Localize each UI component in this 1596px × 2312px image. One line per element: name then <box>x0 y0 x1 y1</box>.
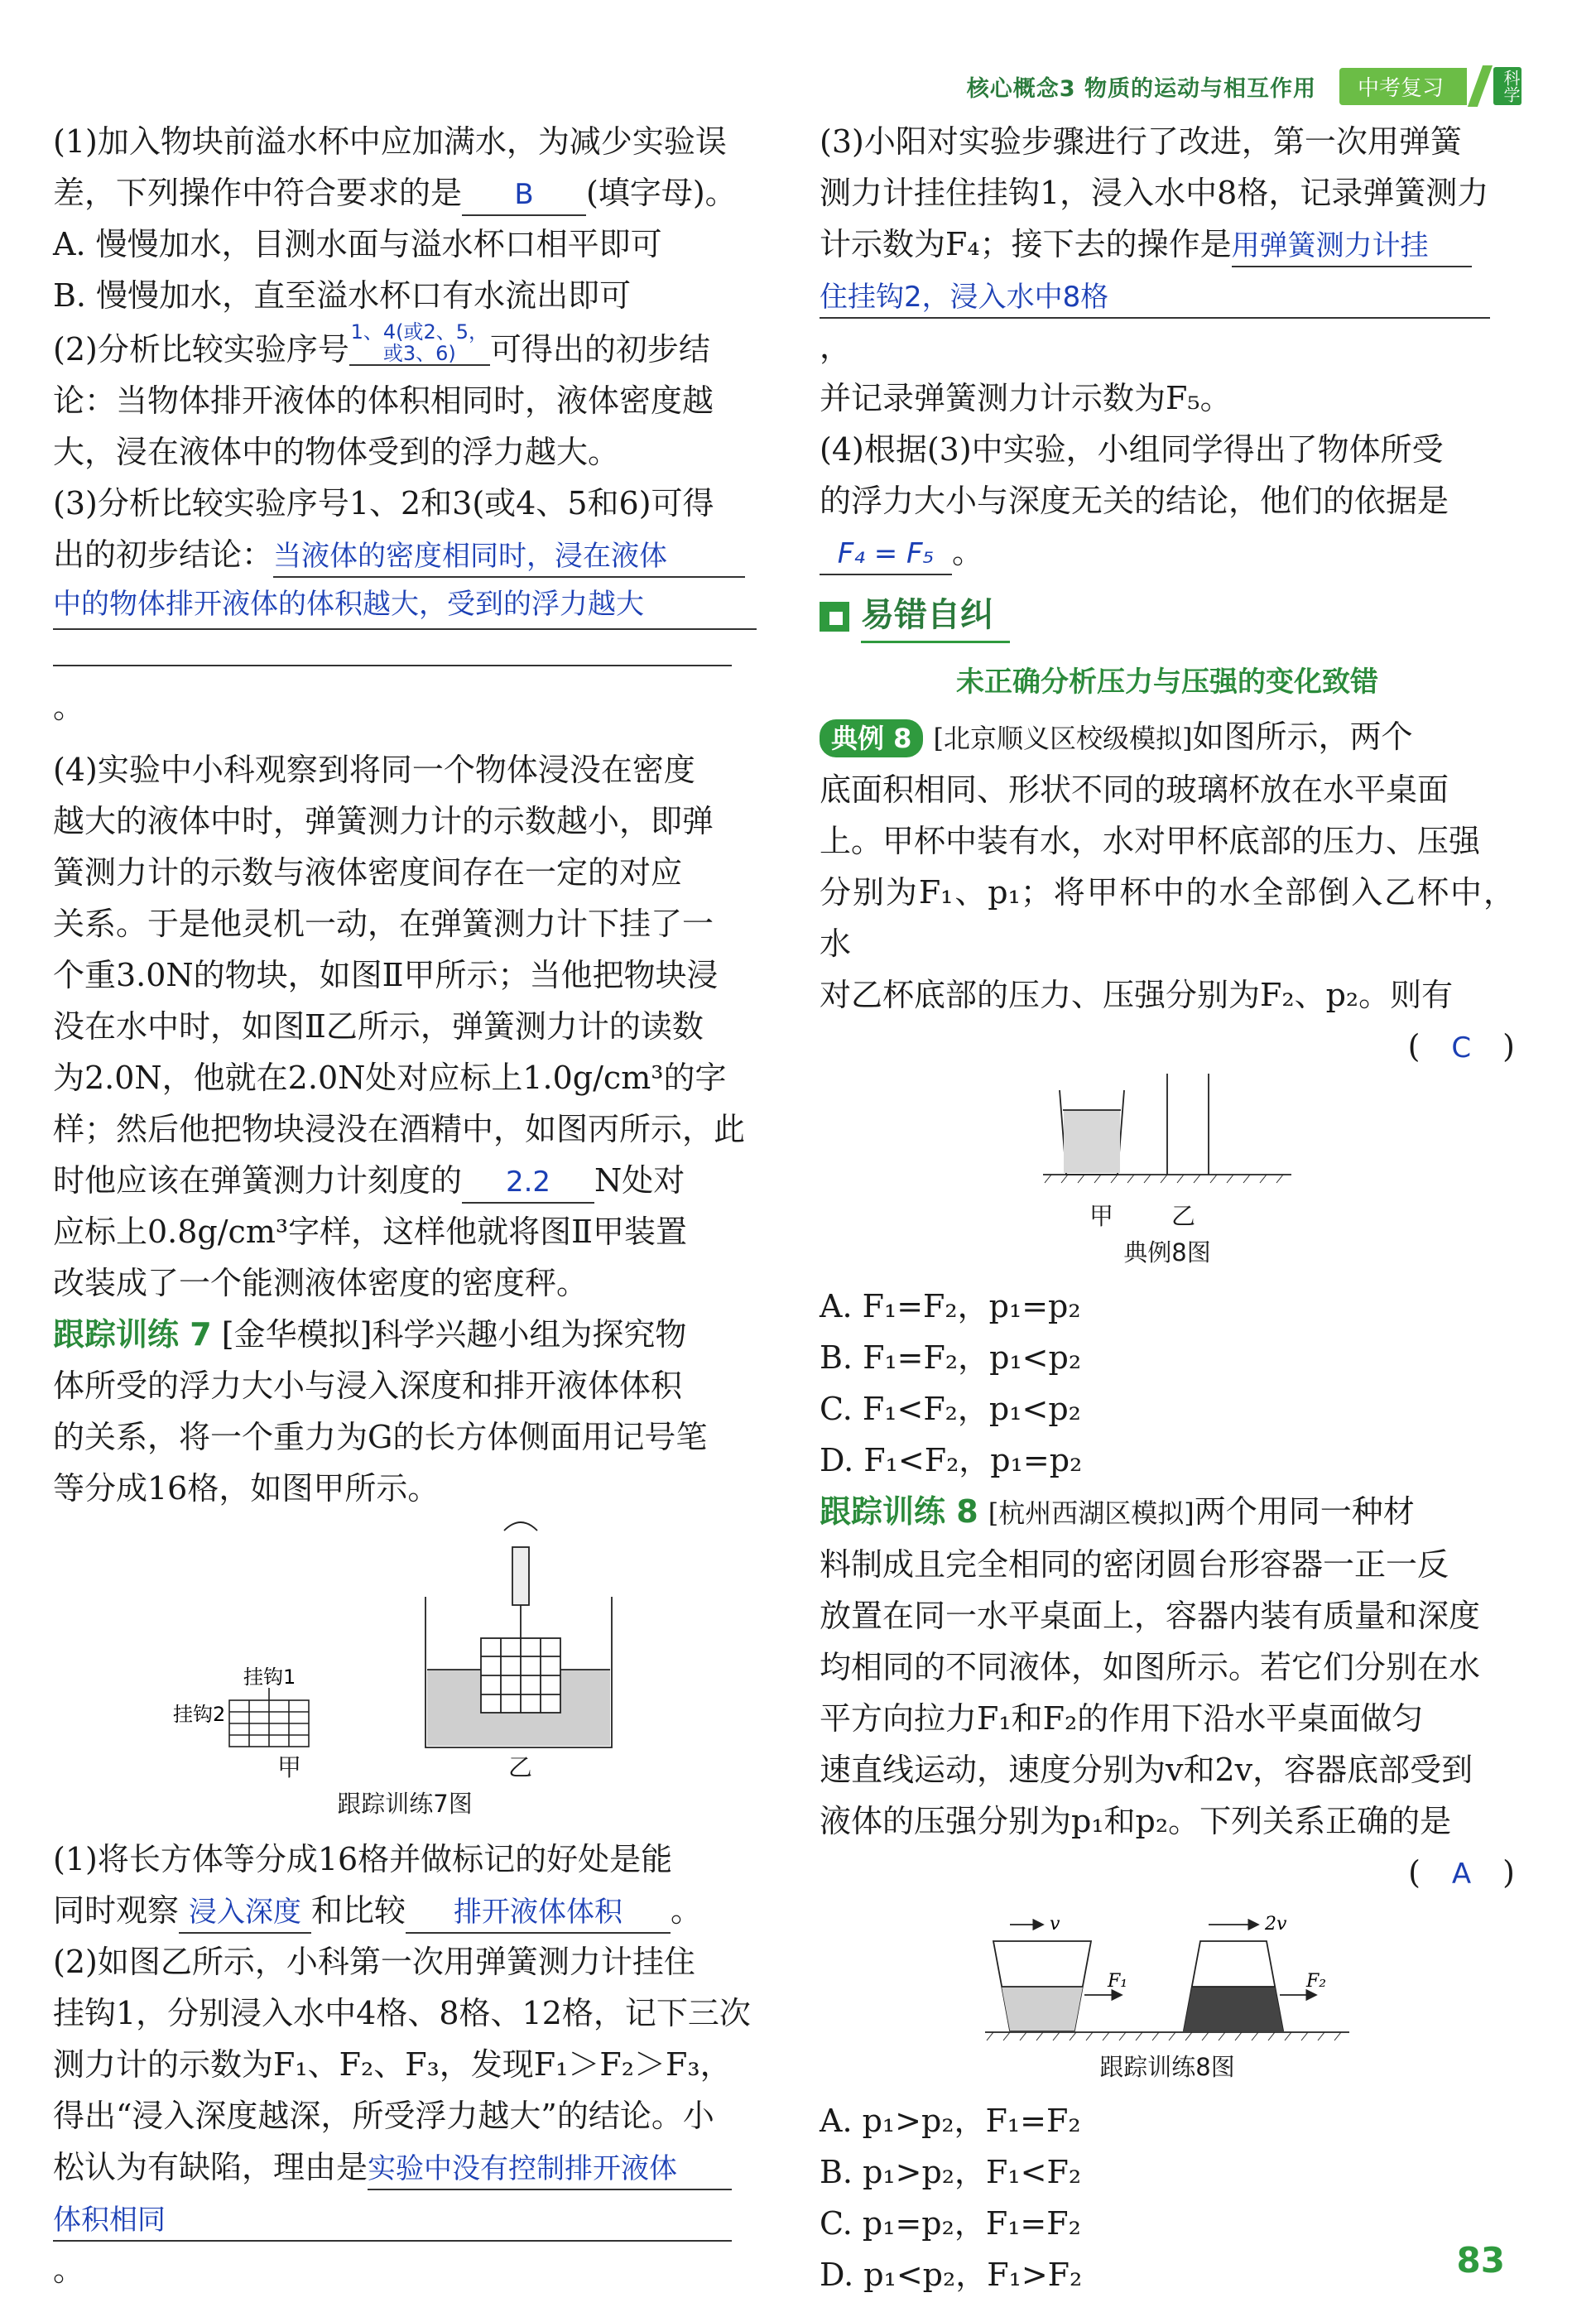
t8-line7: 液体的压强分别为p₁和p₂。下列关系正确的是 <box>820 1803 1452 1839</box>
ex8-answer: C <box>1451 1031 1472 1065</box>
q4-line6: 没在水中时，如图Ⅱ乙所示，弹簧测力计的读数 <box>53 1008 704 1045</box>
t7q2-line6: 体积相同。 <box>53 2193 757 2295</box>
t7-line1: 跟踪训练 7 [金华模拟]科学兴趣小组为探究物 <box>53 1316 687 1353</box>
t8-line3: 放置在同一水平桌面上，容器内装有质量和深度 <box>820 1598 1481 1634</box>
q4-line3: 簧测力计的示数与液体密度间存在一定的对应 <box>53 854 683 891</box>
t8-line1: 跟踪训练 8 [杭州西湖区模拟]两个用同一种材 <box>820 1493 1415 1530</box>
ex8-label: 典例 8 <box>820 719 923 757</box>
q4-line2: 越大的液体中时，弹簧测力计的示数越小，即弹 <box>53 803 714 839</box>
fig7-yi-label: 乙 <box>508 1753 533 1781</box>
ex8-line1: 典例 8 [北京顺义区校级模拟]如图所示，两个 <box>820 711 1515 764</box>
section-subtitle: 未正确分析压力与压强的变化致错 <box>956 666 1378 699</box>
t8-option-c: C. p₁=p₂，F₁=F₂ <box>820 2205 1081 2242</box>
t7q1-line1: (1)将长方体等分成16格并做标记的好处是能 <box>53 1841 673 1877</box>
t8-line5: 平方向拉力F₁和F₂的作用下沿水平桌面做匀 <box>820 1700 1424 1737</box>
q4-line4: 关系。于是他灵机一动，在弹簧测力计下挂了一 <box>53 906 714 942</box>
fig-t8-containers <box>985 1925 1349 2040</box>
figure-ex8 <box>820 1074 1515 1198</box>
t7q2-line1: (2)如图乙所示，小科第一次用弹簧测力计挂住 <box>53 1944 695 1980</box>
q1-option-b: B. 慢慢加水，直至溢水杯口有水流出即可 <box>53 277 632 314</box>
fig8-cups <box>1043 1074 1291 1183</box>
t7q4-line1: (4)根据(3)中实验，小组同学得出了物体所受 <box>820 431 1444 468</box>
q4-line9: 时他应该在弹簧测力计刻度的 2.2 N处对 <box>53 1155 757 1206</box>
fig8-caption: 典例8图 <box>1123 1238 1211 1267</box>
ex8-option-d: D. F₁<F₂，p₁=p₂ <box>820 1442 1083 1478</box>
figure-t8 <box>820 1900 1515 2049</box>
t8-line4: 均相同的不同液体，如图所示。若它们分别在水 <box>820 1649 1481 1685</box>
t7q4-line3: F₄ = F₅ 。 <box>820 526 1515 578</box>
section-title: 易错自纠 <box>861 589 1010 643</box>
q4-line8: 样；然后他把物块浸没在酒精中，如图丙所示，此 <box>53 1111 746 1147</box>
q3-end-line: 。 <box>53 630 757 733</box>
q4-line7: 为2.0N，他就在2.0N处对应标上1.0g/cm³的字 <box>53 1060 727 1096</box>
q3-answer-part1: 当液体的密度相同时，浸在液体 <box>273 536 745 578</box>
subject-badge: 科学 <box>1493 67 1521 105</box>
ex8-line3: 上。甲杯中装有水，水对甲杯底部的压力、压强 <box>820 823 1481 859</box>
q4-answer: 2.2 <box>462 1162 594 1204</box>
ex8-option-b: B. F₁=F₂，p₁<p₂ <box>820 1339 1082 1376</box>
t7q4-line2: 的浮力大小与深度无关的结论，他们的依据是 <box>820 483 1449 519</box>
t8-line2: 料制成且完全相同的密闭圆台形容器一正一反 <box>820 1546 1449 1583</box>
t7q2-line5: 松认为有缺陷，理由是实验中没有控制排开液体 <box>53 2141 757 2193</box>
t7-line3: 的关系，将一个重力为G的长方体侧面用记号笔 <box>53 1419 708 1455</box>
t7q3-answer-part1: 用弹簧测力计挂 <box>1232 226 1472 267</box>
t7q2-answer-part1: 实验中没有控制排开液体 <box>368 2149 732 2190</box>
q3-answer-part2: 中的物体排开液体的体积越大，受到的浮力越大 <box>53 580 757 630</box>
fig-t8-caption: 跟踪训练8图 <box>1099 2053 1235 2081</box>
t7q3-line2: 测力计挂住挂钩1，浸入水中8格，记录弹簧测力 <box>820 175 1489 211</box>
t8-option-d: D. p₁<p₂，F₁>F₂ <box>820 2257 1083 2293</box>
q4-line5: 个重3.0N的物块，如图Ⅱ甲所示；当他把物块浸 <box>53 957 719 993</box>
t8-answer: A <box>1451 1858 1472 1891</box>
fig7-beaker-yi <box>425 1522 612 1747</box>
fig7-block-jia <box>229 1688 309 1747</box>
fig8-yi-label: 乙 <box>1171 1202 1196 1230</box>
q2-answer: 1、4(或2、5，或3、6) <box>350 320 489 365</box>
q4-line11: 改装成了一个能测液体密度的密度秤。 <box>53 1265 589 1301</box>
t7-label: 跟踪训练 7 <box>53 1316 212 1353</box>
t8-line6: 速直线运动，速度分别为v和2v，容器底部受到 <box>820 1752 1473 1788</box>
review-tag: 中考复习 <box>1339 68 1467 105</box>
q4-line10: 应标上0.8g/cm³字样，这样他就将图Ⅱ甲装置 <box>53 1214 687 1250</box>
fig-t8-2v-label: 2v <box>1265 1914 1287 1935</box>
page-number: 83 <box>1456 2240 1505 2281</box>
section-header <box>820 589 1515 643</box>
t7q2-line3: 测力计的示数为F₁、F₂、F₃，发现F₁＞F₂＞F₃， <box>53 2046 732 2083</box>
fig-t8-f2-label: F₂ <box>1306 1971 1327 1992</box>
t7q1-answer1: 浸入深度 <box>179 1892 311 1934</box>
t7q2-line2: 挂钩1，分别浸入水中4格、8格、12格，记下三次 <box>53 1995 751 2031</box>
fig7-hook2-label: 挂钩2 <box>173 1703 226 1726</box>
q2-line2: 论：当物体排开液体的体积相同时，液体密度越 <box>53 382 714 419</box>
fig7-jia-label: 甲 <box>276 1753 301 1781</box>
t7-line4: 等分成16格，如图甲所示。 <box>53 1470 440 1507</box>
q1-answer: B <box>462 175 586 216</box>
t7q3-line3: 计示数为F₄；接下去的操作是用弹簧测力计挂 <box>820 219 1515 270</box>
t7q4-answer: F₄ = F₅ <box>820 534 952 575</box>
figure-t7 <box>53 1514 757 1754</box>
fig-t8-v-label: v <box>1050 1914 1060 1935</box>
q1-line2: 差，下列操作中符合要求的是 B (填字母)。 <box>53 167 757 219</box>
fig7-sublabels <box>53 1749 757 1786</box>
fig-t8-f1-label: F₁ <box>1108 1971 1128 1992</box>
ex8-option-a: A. F₁=F₂，p₁=p₂ <box>820 1288 1081 1324</box>
t8-label: 跟踪训练 8 <box>820 1493 978 1530</box>
t8-option-b: B. p₁>p₂，F₁<F₂ <box>820 2154 1082 2190</box>
left-column <box>53 116 757 2295</box>
section-square-icon <box>820 602 849 632</box>
page-header <box>967 65 1521 108</box>
fig8-jia-label: 甲 <box>1089 1202 1113 1230</box>
q3-line1: (3)分析比较实验序号1、2和3(或4、5和6)可得 <box>53 485 714 522</box>
ex8-choice: ( C ) <box>1407 1028 1515 1065</box>
header-divider <box>1468 65 1493 107</box>
t7q3-line1: (3)小阳对实验步骤进行了改进，第一次用弹簧 <box>820 123 1462 160</box>
t7q2-line4: 得出“浸入深度越深，所受浮力越大”的结论。小 <box>53 2098 714 2134</box>
concept-title: 核心概念3 物质的运动与相互作用 <box>966 75 1316 102</box>
ex8-line4: 分别为F₁、p₁；将甲杯中的水全部倒入乙杯中，水 <box>820 874 1515 962</box>
q3-line2: 出的初步结论：当液体的密度相同时，浸在液体 <box>53 529 757 580</box>
q1-option-a: A. 慢慢加水，目测水面与溢水杯口相平即可 <box>53 226 662 262</box>
fig8-sublabels <box>770 1198 1515 1234</box>
t7q3-answer-part2: 住挂钩2，浸入水中8格 <box>820 277 1490 319</box>
t7q2-answer-part2: 体积相同 <box>53 2200 732 2242</box>
t7q3-line5: 并记录弹簧测力计示数为F₅。 <box>820 380 1232 416</box>
fig7-caption: 跟踪训练7图 <box>337 1790 473 1818</box>
ex8-option-c: C. F₁<F₂，p₁<p₂ <box>820 1391 1081 1427</box>
right-column <box>820 116 1515 2300</box>
ex8-line2: 底面积相同、形状不同的玻璃杯放在水平桌面 <box>820 771 1449 808</box>
q1-line1: (1)加入物块前溢水杯中应加满水，为减少实验误 <box>53 123 727 160</box>
q4-line1: (4)实验中小科观察到将同一个物体浸没在密度 <box>53 752 695 788</box>
t7q1-answer2: 排开液体体积 <box>406 1892 671 1934</box>
t8-choice: ( A ) <box>1408 1854 1515 1891</box>
t8-option-a: A. p₁>p₂，F₁=F₂ <box>820 2103 1081 2139</box>
fig7-hook1-label: 挂钩1 <box>243 1666 296 1689</box>
q2-line3: 大，浸在液体中的物体受到的浮力越大。 <box>53 434 620 470</box>
t7-line2: 体所受的浮力大小与浸入深度和排开液体体积 <box>53 1367 683 1404</box>
t7q3-line4: 住挂钩2，浸入水中8格， <box>820 270 1515 373</box>
t7q1-line2: 同时观察 浸入深度 和比较 排开液体体积 。 <box>53 1885 757 1936</box>
ex8-line5: 对乙杯底部的压力、压强分别为F₂、p₂。则有 <box>820 977 1454 1013</box>
q2-line1: (2)分析比较实验序号1、4(或2、5，或3、6) 可得出的初步结 <box>53 320 710 368</box>
